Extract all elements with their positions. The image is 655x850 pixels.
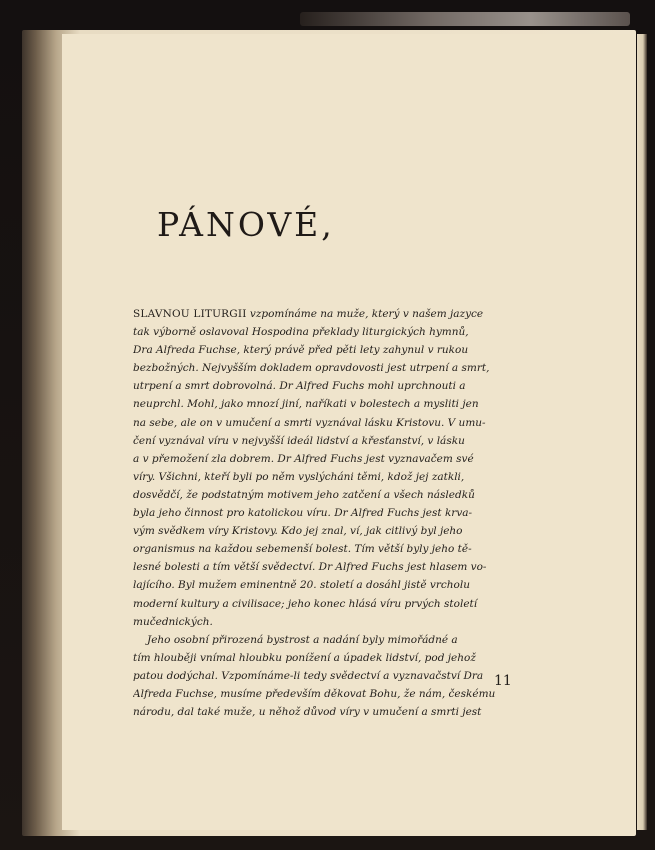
- text-line: neuprchl. Mohl, jako mnozí jiní, naříkati v bolestech a mysliti jen: [133, 398, 479, 411]
- text-line: národu, dal také muže, u něhož důvod víry v umučení a smrti jest: [133, 706, 482, 719]
- text-line: na sebe, ale on v umučení a smrti vyznával lásku Kristovu. V umu-: [133, 416, 486, 429]
- lead-caps: SLAVNOU LITURGII: [133, 308, 247, 320]
- chapter-title: PÁNOVÉ,: [157, 205, 335, 244]
- text-line: dosvědčí, že podstatným motivem jeho zatčení a všech následků: [133, 488, 475, 501]
- text-line: čení vyznával víru v nejvyšší ideál lidství a křesťanství, v lásku: [133, 434, 465, 447]
- text-line: Dra Alfreda Fuchse, který právě před pěti lety zahynul v rukou: [133, 344, 469, 357]
- text-line: organismus na každou sebemenší bolest. Tím větší byly jeho tě-: [133, 543, 472, 556]
- text-line: mučednických.: [133, 615, 213, 628]
- text-line: utrpení a smrt dobrovolná. Dr Alfred Fuchs mohl uprchnouti a: [133, 380, 466, 393]
- text-line: a v přemožení zla dobrem. Dr Alfred Fuchs jest vyznavačem své: [133, 452, 474, 465]
- body-text: [133, 305, 511, 721]
- page-number: 11: [494, 673, 512, 689]
- text-line: vým svědkem víry Kristovy. Kdo jej znal, ví, jak citlivý byl jeho: [133, 525, 463, 538]
- text-line-content: vzpomínáme na muže, který v našem jazyce: [246, 308, 484, 320]
- text-line: Alfreda Fuchse, musíme především děkovat Bohu, že nám, českému: [133, 687, 496, 700]
- text-line: patou dodýchal. Vzpomínáme-li tedy svědectví a vyznavačství Dra: [133, 669, 484, 682]
- text-line: Jeho osobní přirozená bystrost a nadání byly mimořádné a: [147, 633, 458, 646]
- text-line: tím hlouběji vnímal hloubku ponížení a úpadek lidství, pod jehož: [133, 651, 476, 664]
- book-edge-strip: [300, 12, 630, 26]
- text-line: byla jeho činnost pro katolickou víru. Dr Alfred Fuchs jest krva-: [133, 507, 473, 520]
- text-line: tak výborně oslavoval Hospodina překlady liturgických hymnů,: [133, 326, 469, 339]
- text-line: [133, 305, 511, 323]
- text-line: víry. Všichni, kteří byli po něm vyslýcháni těmi, kdož jej zatkli,: [133, 470, 465, 483]
- text-line: moderní kultury a civilisace; jeho konec hlásá víru prvých století: [133, 597, 478, 610]
- text-line: bezbožných. Nejvyšším dokladem opravdovosti jest utrpení a smrt,: [133, 362, 490, 375]
- text-line: lajícího. Byl mužem eminentně 20. století a dosáhl jistě vrcholu: [133, 579, 470, 592]
- text-line: lesné bolesti a tím větší svědectví. Dr Alfred Fuchs jest hlasem vo-: [133, 561, 487, 574]
- page-edge: [637, 34, 647, 830]
